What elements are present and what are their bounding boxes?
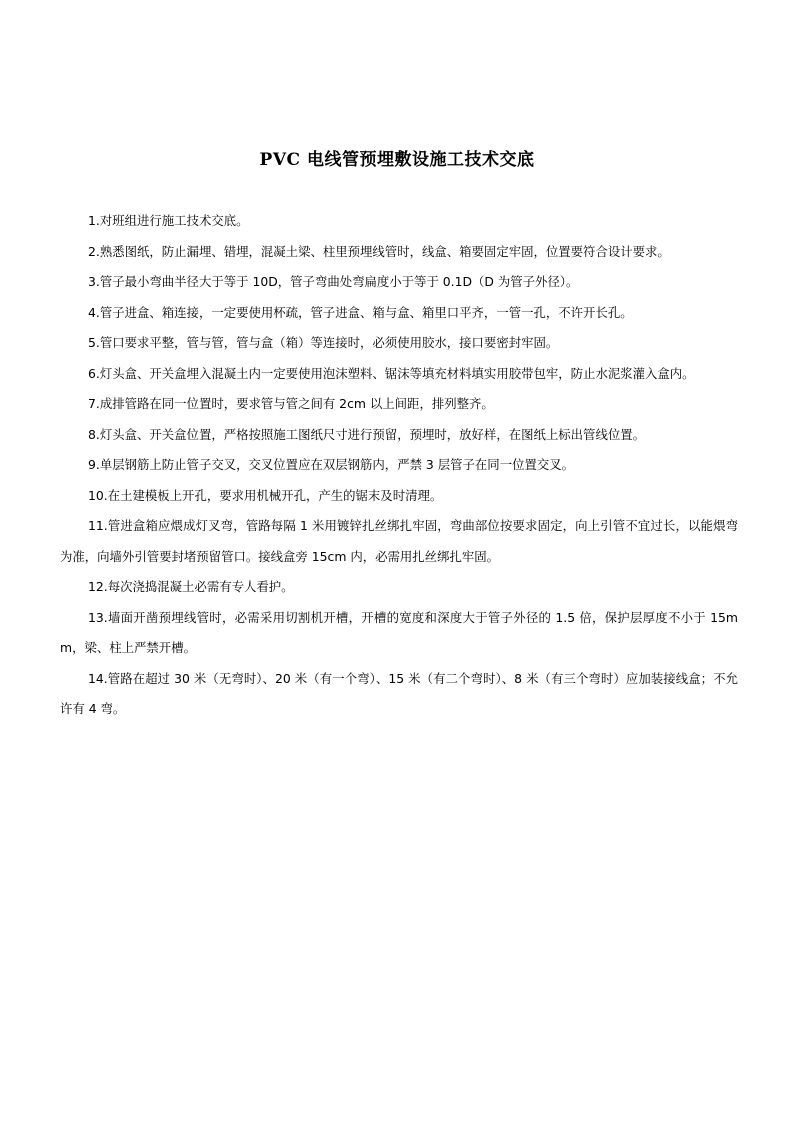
paragraph-11: 11.管进盒箱应煨成灯叉弯，管路每隔 1 米用镀锌扎丝绑扎牢固，弯曲部位按要求固定，向上引管不宜过长，以能煨弯为准，向墙外引管要封堵预留管口。接线盒旁 15cm 内，必需用扎丝绑扎牢固。 — [60, 518, 738, 564]
paragraph-6: 6.灯头盒、开关盒埋入混凝土内一定要使用泡沫塑料、锯沫等填充材料填实用胶带包牢，防止水泥浆灌入盒内。 — [88, 365, 695, 381]
paragraph-14: 14.管路在超过 30 米（无弯时）、20 米（有一个弯）、15 米（有二个弯时）、8 米（有三个弯时）应加装接线盒；不允许有 4 弯。 — [60, 670, 738, 716]
paragraph-5: 5.管口要求平整，管与管，管与盒（箱）等连接时，必须使用胶水，接口要密封牢固。 — [88, 335, 559, 350]
paragraph-1: 1.对班组进行施工技术交底。 — [88, 213, 249, 228]
paragraph-13: 13.墙面开凿预埋线管时，必需采用切割机开槽，开槽的宽度和深度大于管子外径的 1.5 倍，保护层厚度不小于 15mm，梁、柱上严禁开槽。 — [60, 609, 738, 655]
paragraph-9: 9.单层钢筋上防止管子交叉，交叉位置应在双层钢筋内，严禁 3 层管子在同一位置交叉。 — [88, 457, 575, 472]
paragraph-2: 2.熟悉图纸，防止漏埋、错埋，混凝土梁、柱里预埋线管时，线盒、箱要固定牢固，位置要符合设计要求。 — [88, 243, 670, 259]
paragraph-10: 10.在土建模板上开孔，要求用机械开孔，产生的锯末及时清理。 — [88, 487, 443, 503]
document-title: PVC 电线管预埋敷设施工技术交底 — [259, 150, 535, 170]
paragraph-12: 12.每次浇捣混凝土必需有专人看护。 — [88, 579, 294, 594]
paragraph-8: 8.灯头盒、开关盒位置，严格按照施工图纸尺寸进行预留，预埋时，放好样，在图纸上标出管线位置。 — [88, 426, 646, 442]
paragraph-4: 4.管子进盒、箱连接，一定要使用杯疏，管子进盒、箱与盒、箱里口平齐，一管一孔，不许开长孔。 — [88, 304, 633, 320]
paragraph-3: 3.管子最小弯曲半径大于等于 10D，管子弯曲处弯扁度小于等于 0.1D（D 为管子外径）。 — [88, 274, 579, 289]
paragraph-7: 7.成排管路在同一位置时，要求管与管之间有 2cm 以上间距，排列整齐。 — [88, 396, 494, 411]
document-body — [60, 206, 738, 725]
